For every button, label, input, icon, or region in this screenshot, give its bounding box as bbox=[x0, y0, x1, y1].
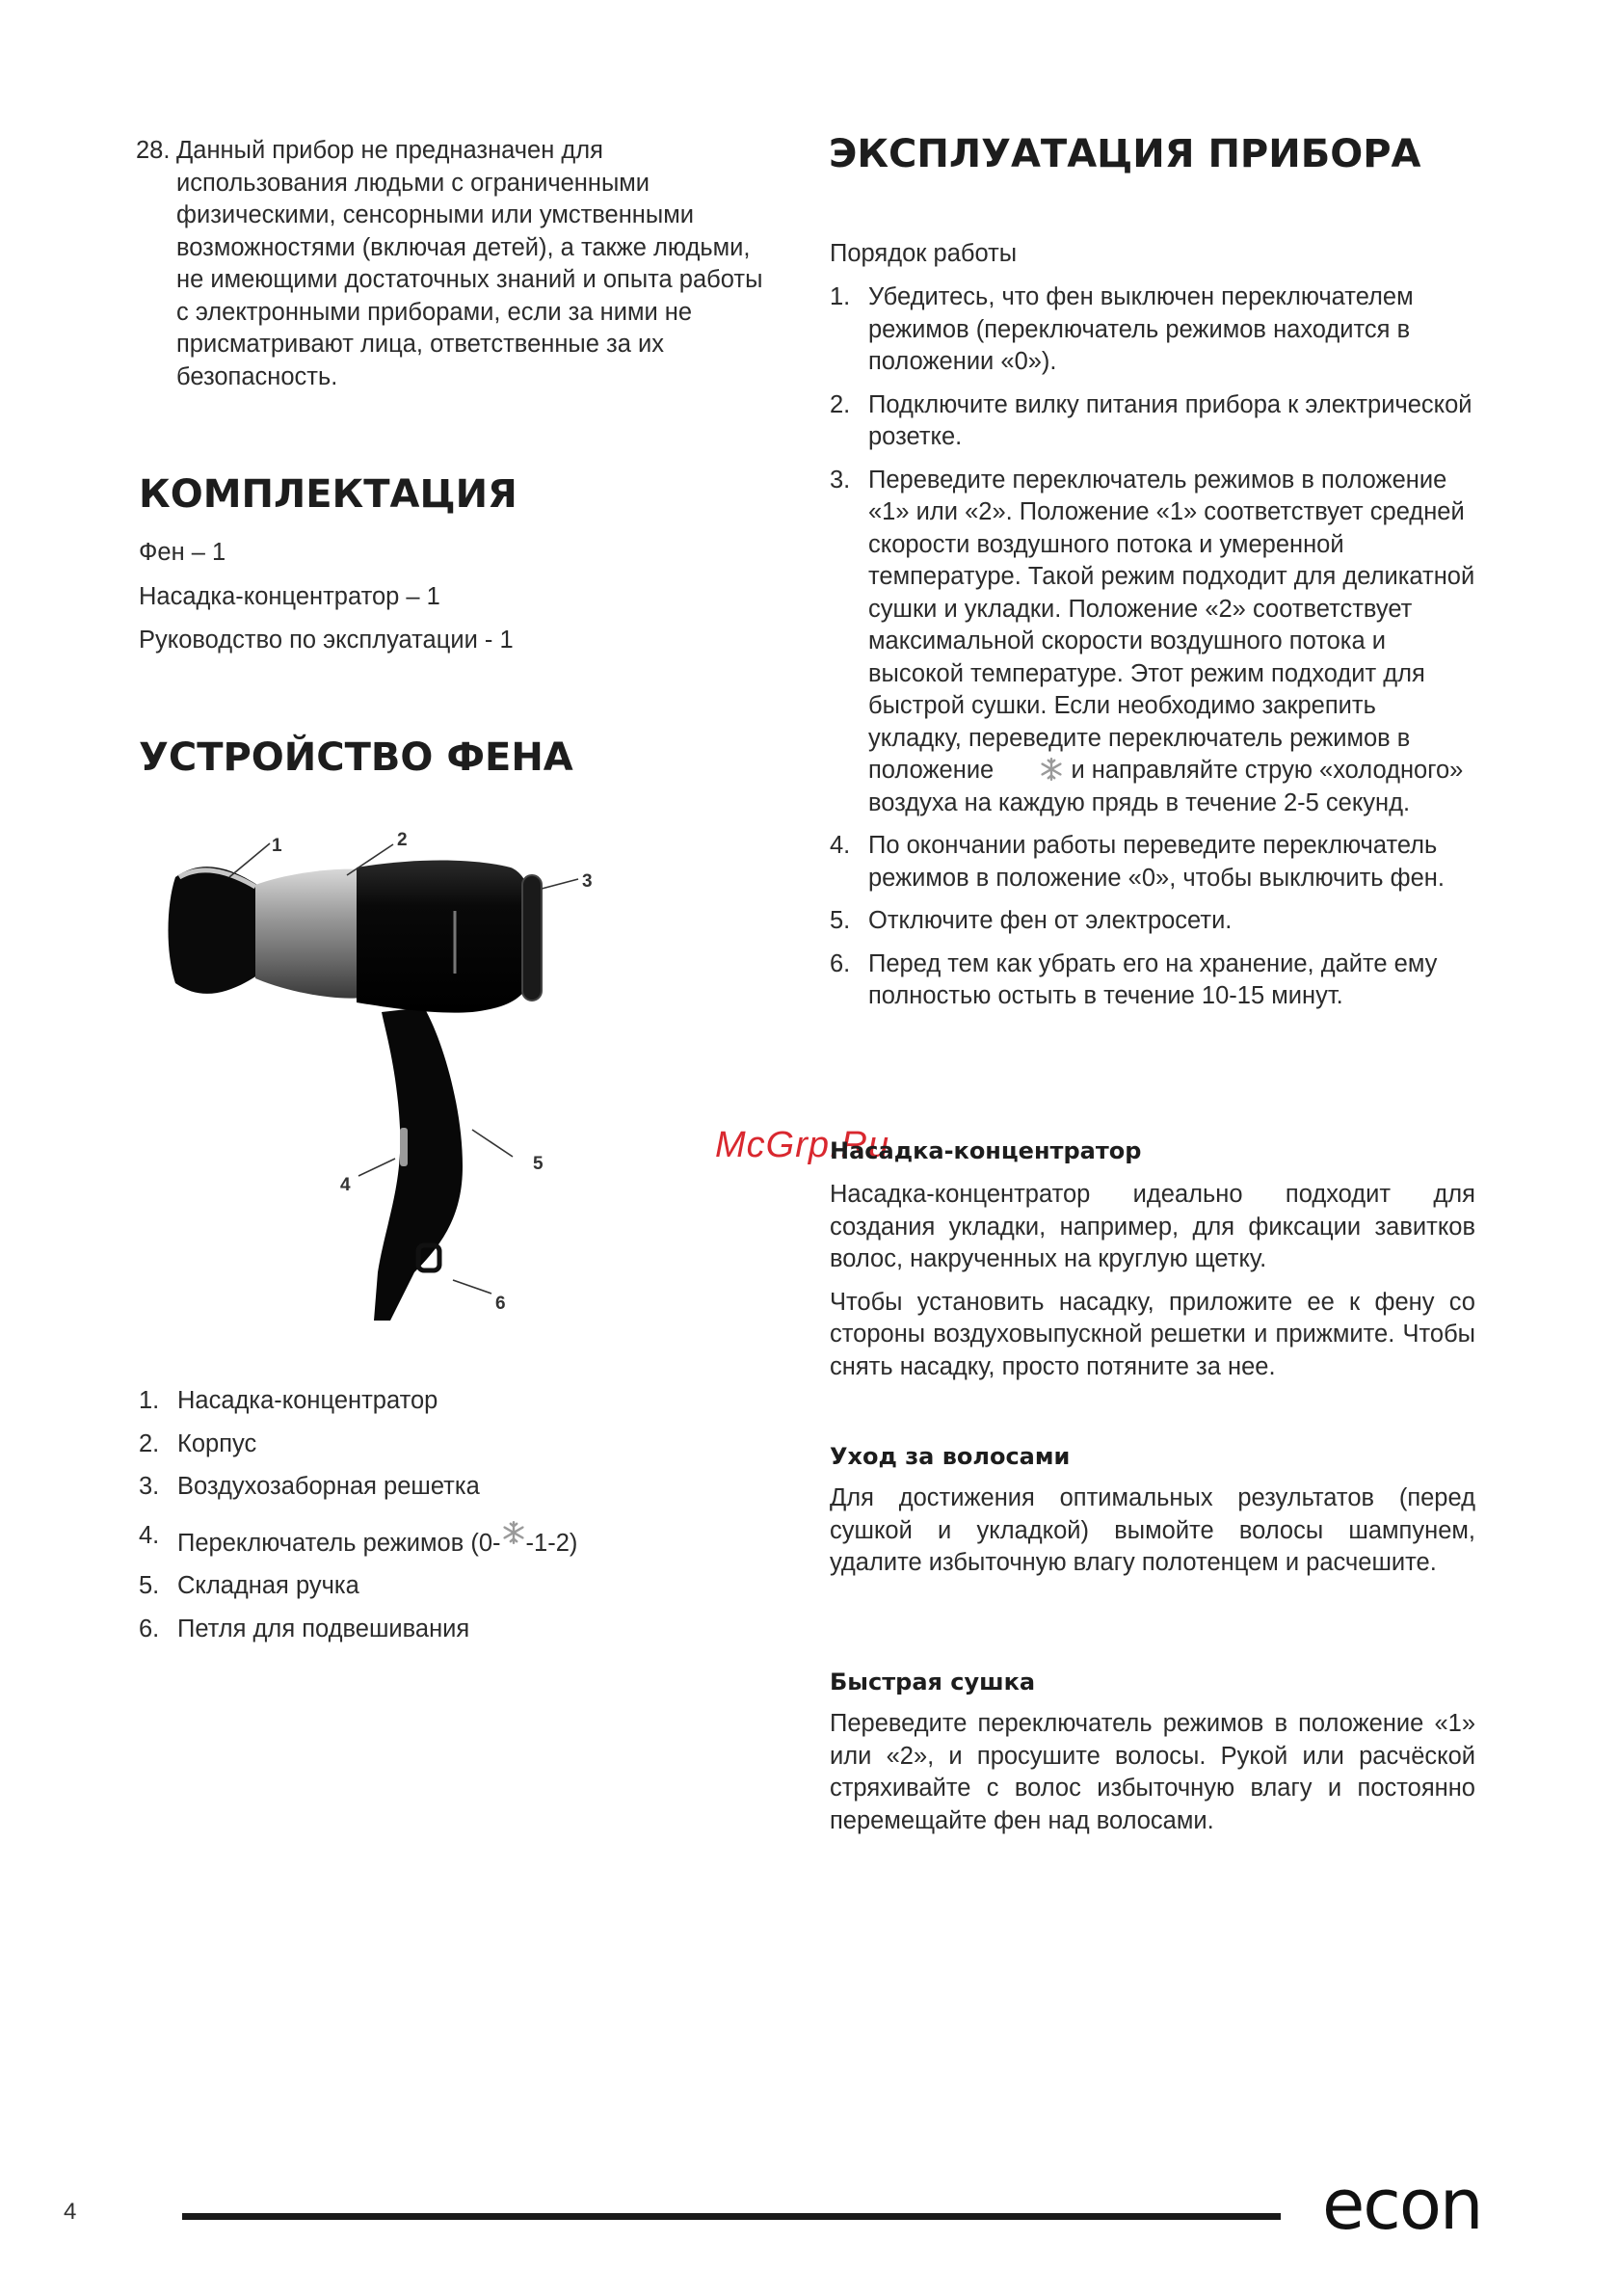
paragraph: Насадка-концентратор идеально подходит для создания укладки, например, для фиксации завитков волос, накрученных на круглую щетку. bbox=[830, 1181, 1475, 1272]
hair-dryer-illustration bbox=[154, 819, 636, 1340]
quick-dry-text: Переведите переключатель режимов в положение «1» или «2», и просушите волосы. Рукой или расчёской стряхивайте с волос избыточную влагу и постоянно перемещайте фен над волосами. bbox=[830, 1710, 1475, 1834]
package-list bbox=[139, 537, 756, 657]
parts-item: 6. Петля для подвешивания bbox=[139, 1615, 470, 1642]
callout-label: 2 bbox=[397, 830, 408, 850]
operation-step: 6. Перед тем как убрать его на хранение, дайте ему полностью остыть в течение 10-15 минут. bbox=[830, 949, 1438, 1009]
operation-subtitle: Порядок работы bbox=[830, 240, 1018, 267]
dryer-switch bbox=[400, 1128, 408, 1166]
parts-list bbox=[139, 1385, 756, 1645]
parts-item: 5. Складная ручка bbox=[139, 1572, 359, 1599]
operation-step: 4. По окончании работы переведите переключатель режимов в положение «0», чтобы выключить фен. bbox=[830, 832, 1445, 892]
dryer-band bbox=[255, 869, 361, 999]
safety-item-28 bbox=[136, 135, 772, 393]
page-number: 4 bbox=[64, 2199, 77, 2225]
callout-label: 3 bbox=[582, 871, 593, 892]
hair-care-title: Уход за волосами bbox=[830, 1443, 1071, 1470]
package-item: Насадка-концентратор – 1 bbox=[139, 582, 440, 610]
dryer-body bbox=[357, 861, 537, 1013]
footer-rule bbox=[182, 2213, 1281, 2220]
paragraph: Чтобы установить насадку, приложите ее к фену со стороны воздуховыпускной решетки и прижмите. Чтобы снять насадку, просто потяните за нее. bbox=[830, 1288, 1475, 1380]
callout-label: 4 bbox=[340, 1175, 351, 1195]
parts-item: 2. Корпус bbox=[139, 1429, 257, 1457]
watermark: McGrp.Ru bbox=[715, 1125, 890, 1165]
concentrator-text bbox=[830, 1179, 1475, 1383]
callout-label: 5 bbox=[533, 1154, 544, 1174]
callout-label: 1 bbox=[272, 836, 282, 856]
parts-item: 3. Воздухозаборная решетка bbox=[139, 1473, 480, 1500]
package-item: Фен – 1 bbox=[139, 539, 226, 566]
dryer-grille bbox=[522, 875, 542, 1001]
operation-step: 5. Отключите фен от электросети. bbox=[830, 907, 1233, 934]
safety-item-num: 28. bbox=[136, 137, 171, 164]
operation-steps bbox=[830, 281, 1475, 1013]
snowflake-icon bbox=[1039, 757, 1064, 782]
device-title: УСТРОЙСТВО ФЕНА bbox=[139, 735, 573, 780]
package-title: КОМПЛЕКТАЦИЯ bbox=[139, 472, 517, 517]
hair-care-text: Для достижения оптимальных результатов (перед сушкой и укладкой) вымойте волосы шампунем, удалите избыточную влагу полотенцем и расчешите. bbox=[830, 1484, 1475, 1576]
operation-step: 1. Убедитесь, что фен выключен переключателем режимов (переключатель режимов находится в положении «0»). bbox=[830, 283, 1414, 375]
dryer-nozzle bbox=[169, 867, 261, 994]
parts-item: 1. Насадка-концентратор bbox=[139, 1387, 438, 1414]
safety-item-text: Данный прибор не предназначен для использования людьми с ограниченными физическими, сенсорными или умственными возможностями (включая детей), а также людьми, не имеющими достаточных знаний и опыта работы с электронными приборами, если за ними не присматривают лица, ответственные за их безопасность. bbox=[176, 137, 763, 390]
operation-step: 2. Подключите вилку питания прибора к электрической розетке. bbox=[830, 390, 1472, 450]
concentrator-title: Насадка-концентратор bbox=[830, 1137, 1142, 1164]
parts-item: 4. Переключатель режимов (0- -1-2) bbox=[139, 1521, 578, 1557]
callout-label: 6 bbox=[495, 1294, 506, 1314]
operation-title: ЭКСПЛУАТАЦИЯ ПРИБОРА bbox=[829, 132, 1421, 176]
snowflake-icon bbox=[501, 1520, 526, 1545]
operation-step: 3. Переведите переключатель режимов в положение «1» или «2». Положение «1» соответствует средней скорости воздушного потока и умеренной температуре. Такой режим подходит для деликатной сушки и укладки. Положение «2» соответствует максимальной скорости воздушного потока и высокой температуре. Этот режим подходит для быстрой сушки. Если необходимо закрепить укладку, переведите переключатель режимов в положение и направляйте струю «холодного» воздуха на каждую прядь в течение 2-5 секунд. bbox=[830, 466, 1475, 816]
econ-logo: econ bbox=[1322, 2164, 1482, 2245]
dryer-handle bbox=[374, 1007, 463, 1321]
quick-dry-title: Быстрая сушка bbox=[830, 1669, 1036, 1695]
package-item: Руководство по эксплуатации - 1 bbox=[139, 627, 514, 654]
